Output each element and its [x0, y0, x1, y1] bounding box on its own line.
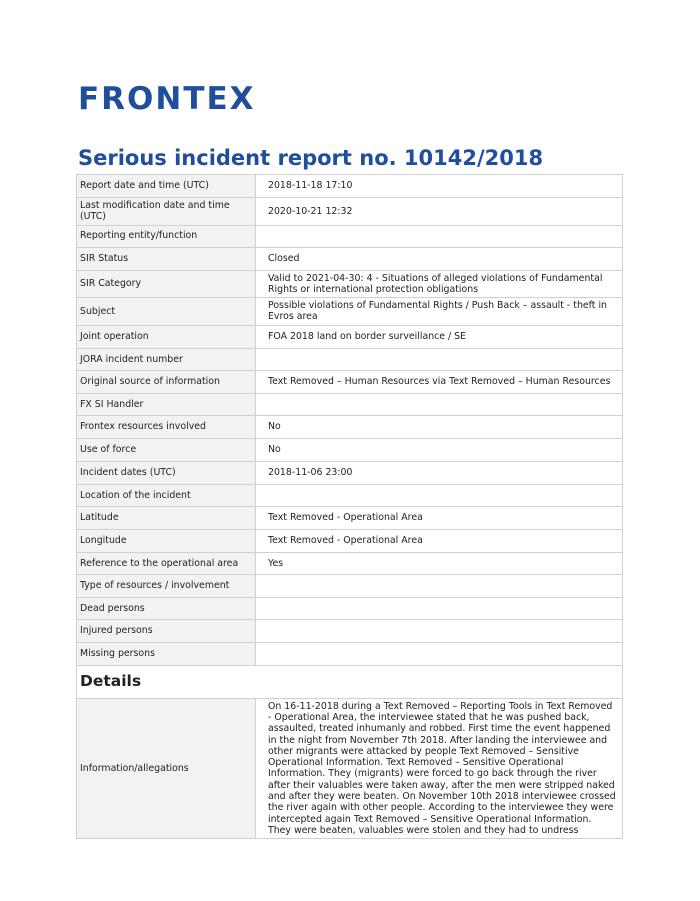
field-value: No [256, 438, 623, 461]
field-label: Dead persons [77, 597, 256, 619]
field-label: Last modification date and time (UTC) [77, 198, 256, 226]
field-value [256, 484, 623, 506]
field-label: Incident dates (UTC) [77, 461, 256, 484]
field-label: Type of resources / involvement [77, 574, 256, 597]
report-title: Serious incident report no. 10142/2018 [78, 146, 544, 170]
field-value [256, 225, 623, 247]
table-row [77, 461, 623, 484]
field-label: Reporting entity/function [77, 225, 256, 247]
field-value: Text Removed – Human Resources via Text Removed – Human Resources [256, 370, 623, 393]
table-row [77, 698, 623, 838]
table-row [77, 225, 623, 247]
table-row [77, 370, 623, 393]
table-row [77, 175, 623, 198]
table-row [77, 619, 623, 642]
field-label: JORA incident number [77, 348, 256, 370]
info-text: On 16-11-2018 during a Text Removed – Reporting Tools in Text Removed - Operational Area, the interviewee stated that he was pushed back, assaulted, treated inhumanly and robbed. First time the event happened in the night from November 7th 2018. After landing the interviewee and other migrants were attacked by people Text Removed – Sensitive Operational Information. Text Removed – Sensitive Operational Information. They (migrants) were forced to go back through the river after their valuables were taken away, after the men were stripped naked and after they were beaten. On November 10th 2018 interviewee crossed the river again with other people. According to the interviewee they were intercepted again Text Removed – Sensitive Operational Information. They were beaten, valuables were stolen and they had to undress [256, 698, 623, 838]
field-value: 2020-10-21 12:32 [256, 198, 623, 226]
field-label: Subject [77, 298, 256, 326]
field-value [256, 348, 623, 370]
field-value [256, 597, 623, 619]
details-heading-row [77, 665, 623, 698]
field-value: Text Removed - Operational Area [256, 529, 623, 552]
table-row [77, 325, 623, 348]
info-label: Information/allegations [77, 698, 256, 838]
table-row [77, 597, 623, 619]
table-row [77, 270, 623, 298]
field-value: Text Removed - Operational Area [256, 506, 623, 529]
table-row [77, 247, 623, 270]
field-label: Injured persons [77, 619, 256, 642]
field-label: Missing persons [77, 642, 256, 665]
field-label: Report date and time (UTC) [77, 175, 256, 198]
field-label: Latitude [77, 506, 256, 529]
field-value: 2018-11-06 23:00 [256, 461, 623, 484]
table-row [77, 642, 623, 665]
table-row [77, 552, 623, 574]
table-row [77, 198, 623, 226]
field-label: SIR Category [77, 270, 256, 298]
table-row [77, 438, 623, 461]
field-label: Joint operation [77, 325, 256, 348]
fields-body [77, 175, 623, 839]
table-row [77, 574, 623, 597]
field-value: Closed [256, 247, 623, 270]
table-row [77, 393, 623, 415]
field-value: No [256, 415, 623, 438]
field-label: Location of the incident [77, 484, 256, 506]
field-label: SIR Status [77, 247, 256, 270]
field-value [256, 642, 623, 665]
field-value: 2018-11-18 17:10 [256, 175, 623, 198]
table-row [77, 298, 623, 326]
field-value [256, 619, 623, 642]
frontex-logo [78, 81, 256, 117]
field-value: FOA 2018 land on border surveillance / SE [256, 325, 623, 348]
field-value [256, 393, 623, 415]
table-row [77, 484, 623, 506]
details-heading: Details [77, 665, 623, 698]
table-row [77, 415, 623, 438]
field-label: Use of force [77, 438, 256, 461]
field-value: Possible violations of Fundamental Rights / Push Back – assault - theft in Evros area [256, 298, 623, 326]
table-row [77, 348, 623, 370]
field-value: Valid to 2021-04-30: 4 - Situations of alleged violations of Fundamental Rights or international protection obligations [256, 270, 623, 298]
table-row [77, 506, 623, 529]
field-value [256, 574, 623, 597]
logo-text: FRONTEX [78, 81, 256, 117]
field-label: Reference to the operational area [77, 552, 256, 574]
field-label: FX SI Handler [77, 393, 256, 415]
field-label: Original source of information [77, 370, 256, 393]
table-row [77, 529, 623, 552]
field-label: Longitude [77, 529, 256, 552]
incident-report-table [76, 174, 623, 839]
field-value: Yes [256, 552, 623, 574]
field-label: Frontex resources involved [77, 415, 256, 438]
